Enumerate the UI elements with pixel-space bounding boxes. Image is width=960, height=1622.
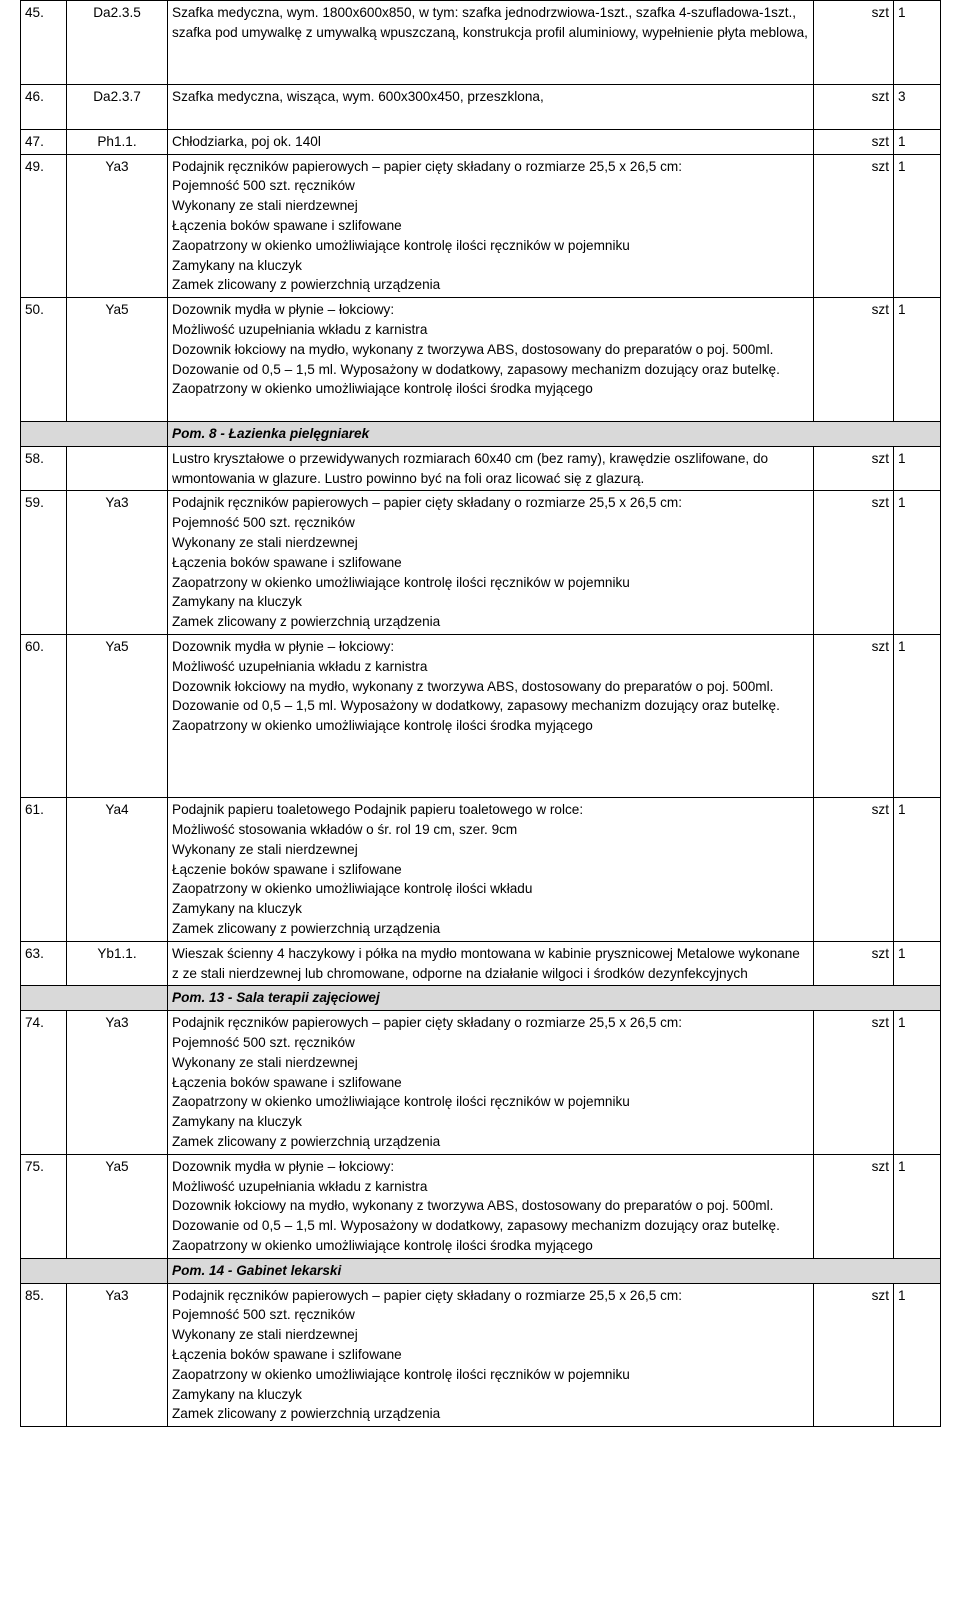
description-line: Dozownik mydła w płynie – łokciowy: (172, 1158, 395, 1174)
description-line: Zaopatrzony w okienko umożliwiające kontrolę ilości wkładu (172, 881, 533, 897)
table-row (21, 634, 941, 797)
item-number: 47. (21, 129, 67, 154)
table-row (21, 941, 941, 986)
description-line: Zaopatrzony w okienko umożliwiające kontrolę ilości ręczników w pojemniku (172, 237, 630, 253)
description-line: Wykonany ze stali nierdzewnej (172, 198, 358, 214)
description-line: Dozowanie od 0,5 – 1,5 ml. Wyposażony w dodatkowy, zapasowy mechanizm dozujący oraz butelkę. (172, 698, 780, 714)
item-quantity: 1 (894, 634, 941, 797)
description-line: Pojemność 500 szt. ręczników (172, 1307, 355, 1323)
description-line: Dozowanie od 0,5 – 1,5 ml. Wyposażony w dodatkowy, zapasowy mechanizm dozujący oraz butelkę. (172, 1218, 780, 1234)
item-unit: szt (814, 1011, 894, 1155)
item-unit: szt (814, 298, 894, 422)
item-code: Ya3 (67, 154, 168, 298)
description-line: Zaopatrzony w okienko umożliwiające kontrolę ilości środka myjącego (172, 1238, 593, 1254)
item-description (168, 1154, 814, 1258)
description-line: Podajnik ręczników papierowych – papier cięty składany o rozmiarze 25,5 x 26,5 cm: (172, 495, 683, 511)
table-row (21, 129, 941, 154)
description-line: Zamykany na kluczyk (172, 1114, 302, 1130)
blank-line (172, 399, 809, 419)
description-line: Dozownik łokciowy na mydło, wykonany z tworzywa ABS, dostosowany do preparatów o poj. 500ml. (172, 341, 774, 357)
description-line: Wykonany ze stali nierdzewnej (172, 841, 358, 857)
description-line: Pojemność 500 szt. ręczników (172, 515, 355, 531)
item-description (168, 298, 814, 422)
description-line: Zamykany na kluczyk (172, 257, 302, 273)
item-number: 45. (21, 1, 67, 85)
item-code: Ya5 (67, 298, 168, 422)
item-number: 74. (21, 1011, 67, 1155)
item-quantity: 1 (894, 298, 941, 422)
item-number: 60. (21, 634, 67, 797)
description-line: Dozownik łokciowy na mydło, wykonany z tworzywa ABS, dostosowany do preparatów o poj. 500ml. (172, 678, 774, 694)
section-header-blank (21, 1258, 168, 1283)
spec-table-body (21, 1, 941, 1427)
blank-line (172, 107, 809, 127)
description-line: Zamek zlicowany z powierzchnią urządzenia (172, 614, 441, 630)
item-quantity: 1 (894, 798, 941, 942)
item-quantity: 1 (894, 154, 941, 298)
description-line: Podajnik ręczników papierowych – papier cięty składany o rozmiarze 25,5 x 26,5 cm: (172, 158, 683, 174)
description-line: Wykonany ze stali nierdzewnej (172, 1054, 358, 1070)
item-description (168, 154, 814, 298)
item-quantity: 1 (894, 446, 941, 491)
blank-line (172, 775, 809, 795)
description-line: Możliwość uzupełniania wkładu z karnistra (172, 321, 428, 337)
table-row (21, 1011, 941, 1155)
blank-line (172, 736, 809, 756)
item-quantity: 1 (894, 1, 941, 85)
table-row (21, 446, 941, 491)
table-row (21, 798, 941, 942)
item-quantity: 1 (894, 941, 941, 986)
item-number: 50. (21, 298, 67, 422)
item-quantity: 1 (894, 1154, 941, 1258)
item-unit: szt (814, 1, 894, 85)
item-code: Ya5 (67, 634, 168, 797)
section-header-title: Pom. 14 - Gabinet lekarski (168, 1258, 941, 1283)
table-row (21, 1154, 941, 1258)
item-unit: szt (814, 941, 894, 986)
description-line: Podajnik ręczników papierowych – papier cięty składany o rozmiarze 25,5 x 26,5 cm: (172, 1015, 683, 1031)
table-row (21, 154, 941, 298)
item-code: Ya3 (67, 491, 168, 635)
item-quantity: 1 (894, 491, 941, 635)
item-code: Yb1.1. (67, 941, 168, 986)
description-line: Dozownik łokciowy na mydło, wykonany z tworzywa ABS, dostosowany do preparatów o poj. 500ml. (172, 1198, 774, 1214)
item-unit: szt (814, 154, 894, 298)
item-code (67, 446, 168, 491)
description-line: Wieszak ścienny 4 haczykowy i półka na mydło montowana w kabinie prysznicowej Metalowe wykonane z ze stali nierdzewnej lub chromowane, odporne na działanie wilgoci i środków dezynfekcyjnych (172, 945, 800, 981)
item-unit: szt (814, 491, 894, 635)
description-line: Możliwość uzupełniania wkładu z karnistra (172, 658, 428, 674)
description-line: Dozownik mydła w płynie – łokciowy: (172, 302, 395, 318)
item-quantity: 1 (894, 129, 941, 154)
item-code: Da2.3.5 (67, 1, 168, 85)
blank-line (172, 62, 809, 82)
description-line: Zamek zlicowany z powierzchnią urządzenia (172, 1406, 441, 1422)
equipment-spec-table (20, 0, 941, 1427)
description-line: Lustro kryształowe o przewidywanych rozmiarach 60x40 cm (bez ramy), krawędzie oszlifowane, do wmontowania w glazure. Lustro powinno być na foli oraz licować się z glazurą. (172, 450, 769, 486)
table-row (21, 1, 941, 85)
item-code: Ya3 (67, 1011, 168, 1155)
description-line: Zamek zlicowany z powierzchnią urządzenia (172, 921, 441, 937)
item-description (168, 1283, 814, 1427)
description-line: Zaopatrzony w okienko umożliwiające kontrolę ilości ręczników w pojemniku (172, 1094, 630, 1110)
description-line: Łączenia boków spawane i szlifowane (172, 217, 402, 233)
item-unit: szt (814, 85, 894, 130)
description-line: Możliwość stosowania wkładów o śr. rol 19 cm, szer. 9cm (172, 822, 518, 838)
section-header-row (21, 1258, 941, 1283)
item-number: 63. (21, 941, 67, 986)
item-code: Da2.3.7 (67, 85, 168, 130)
description-line: Chłodziarka, poj ok. 140l (172, 133, 321, 149)
description-line: Zamykany na kluczyk (172, 1386, 302, 1402)
description-line: Zamek zlicowany z powierzchnią urządzenia (172, 1134, 441, 1150)
description-line: Dozownik mydła w płynie – łokciowy: (172, 638, 395, 654)
description-line: Łączenie boków spawane i szlifowane (172, 861, 402, 877)
table-row (21, 491, 941, 635)
item-number: 58. (21, 446, 67, 491)
item-description (168, 1, 814, 85)
item-unit: szt (814, 1283, 894, 1427)
item-quantity: 3 (894, 85, 941, 130)
item-number: 61. (21, 798, 67, 942)
item-unit: szt (814, 634, 894, 797)
item-description (168, 446, 814, 491)
description-line: Wykonany ze stali nierdzewnej (172, 1327, 358, 1343)
section-header-title: Pom. 13 - Sala terapii zajęciowej (168, 986, 941, 1011)
description-line: Szafka medyczna, wisząca, wym. 600x300x450, przeszklona, (172, 89, 544, 105)
item-description (168, 634, 814, 797)
item-unit: szt (814, 446, 894, 491)
description-line: Łączenia boków spawane i szlifowane (172, 1347, 402, 1362)
description-line: Podajnik ręczników papierowych – papier cięty składany o rozmiarze 25,5 x 26,5 cm: (172, 1287, 683, 1303)
description-line: Zamek zlicowany z powierzchnią urządzenia (172, 277, 441, 293)
item-quantity: 1 (894, 1011, 941, 1155)
item-quantity: 1 (894, 1283, 941, 1427)
item-description (168, 491, 814, 635)
table-row (21, 1283, 941, 1427)
item-number: 75. (21, 1154, 67, 1258)
description-line: Zamykany na kluczyk (172, 901, 302, 917)
description-line: Zamykany na kluczyk (172, 594, 302, 610)
description-line: Zaopatrzony w okienko umożliwiające kontrolę ilości ręczników w pojemniku (172, 574, 630, 590)
section-header-blank (21, 421, 168, 446)
description-line: Zaopatrzony w okienko umożliwiające kontrolę ilości ręczników w pojemniku (172, 1366, 630, 1382)
item-description (168, 941, 814, 986)
item-code: Ph1.1. (67, 129, 168, 154)
description-line: Dozowanie od 0,5 – 1,5 ml. Wyposażony w dodatkowy, zapasowy mechanizm dozujący oraz butelkę. (172, 361, 780, 377)
description-line: Pojemność 500 szt. ręczników (172, 178, 355, 194)
table-row (21, 85, 941, 130)
item-unit: szt (814, 798, 894, 942)
item-number: 49. (21, 154, 67, 298)
description-line: Podajnik papieru toaletowego Podajnik papieru toaletowego w rolce: (172, 802, 584, 818)
item-number: 59. (21, 491, 67, 635)
item-number: 46. (21, 85, 67, 130)
item-description (168, 798, 814, 942)
item-code: Ya3 (67, 1283, 168, 1427)
item-code: Ya5 (67, 1154, 168, 1258)
item-description (168, 85, 814, 130)
section-header-row (21, 986, 941, 1011)
description-line: Wykonany ze stali nierdzewnej (172, 534, 358, 550)
item-unit: szt (814, 1154, 894, 1258)
section-header-title: Pom. 8 - Łazienka pielęgniarek (168, 421, 941, 446)
item-number: 85. (21, 1283, 67, 1427)
description-line: Szafka medyczna, wym. 1800x600x850, w tym: szafka jednodrzwiowa-1szt., szafka 4-szufladowa-1szt., szafka pod umywalkę z umywalką wpuszczaną, konstrukcja profil aluminiowy, wypełnienie płyta meblowa, (172, 5, 808, 40)
table-row (21, 298, 941, 422)
description-line: Zaopatrzony w okienko umożliwiające kontrolę ilości środka myjącego (172, 718, 593, 734)
section-header-row (21, 421, 941, 446)
blank-line (172, 43, 809, 63)
description-line: Łączenia boków spawane i szlifowane (172, 1074, 402, 1090)
section-header-blank (21, 986, 168, 1011)
description-line: Możliwość uzupełniania wkładu z karnistra (172, 1178, 428, 1194)
item-code: Ya4 (67, 798, 168, 942)
item-description (168, 1011, 814, 1155)
item-unit: szt (814, 129, 894, 154)
description-line: Zaopatrzony w okienko umożliwiające kontrolę ilości środka myjącego (172, 381, 593, 397)
blank-line (172, 756, 809, 776)
description-line: Łączenia boków spawane i szlifowane (172, 554, 402, 570)
description-line: Pojemność 500 szt. ręczników (172, 1035, 355, 1051)
item-description (168, 129, 814, 154)
